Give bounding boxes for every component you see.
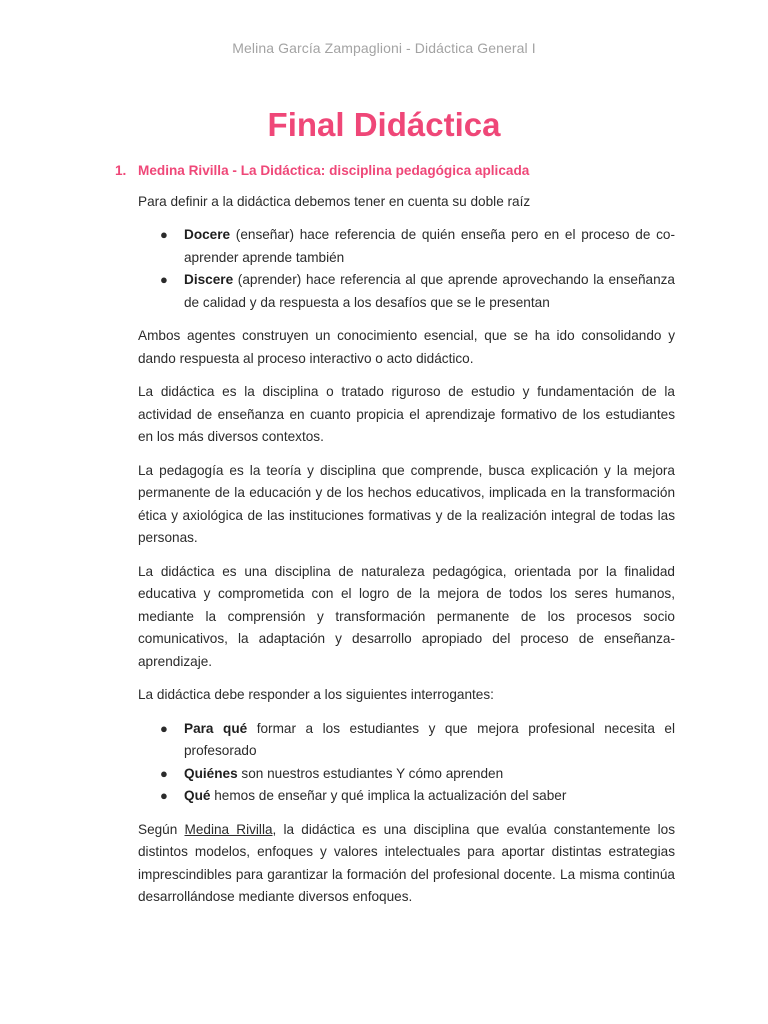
paragraph: La didáctica es una disciplina de naturaleza pedagógica, orientada por la finalidad educativa y comprometida con el logro de la mejora de todos los seres humanos, mediante la comprensión y transformación permanente de los procesos socio comunicativos, la adaptación y desarrollo apropiado del proceso de enseñanza-aprendizaje. [138,563,675,669]
questions-list [138,718,675,808]
list-item-text: (aprender) hace referencia al que aprende aprovechando la enseñanza de calidad y da respuesta a los desafíos que se le presentan [184,272,675,310]
paragraph: La pedagogía es la teoría y disciplina que comprende, busca explicación y la mejora permanente de la educación y de los hechos educativos, implicada en la transformación ética y axiológica de las instituciones formativas y de la realización integral de todas las personas. [138,462,675,545]
section-number: 1. [115,163,127,178]
intro-paragraph: Para definir a la didáctica debemos tener en cuenta su doble raíz [138,193,531,209]
paragraph: La didáctica es la disciplina o tratado riguroso de estudio y fundamentación de la actividad de enseñanza en cuanto propicia el aprendizaje formativo de los estudiantes en los más diversos contextos. [138,384,675,444]
term-quienes: Quiénes [184,765,238,781]
bullet-icon: ● [160,720,168,736]
list-item [138,763,675,786]
bullet-icon: ● [160,227,168,242]
bullet-icon: ● [160,788,168,803]
section-heading [115,160,675,183]
term-docere: Docere [184,227,231,242]
author-reference: Medina Rivilla, [184,821,277,837]
closing-paragraph [138,819,675,909]
closing-prefix: Según [138,821,185,837]
bullet-icon: ● [160,272,168,287]
list-item-text: hemos de enseñar y qué implica la actualización del saber [210,788,567,803]
term-para-que: Para qué [184,720,248,736]
list-item-text: (enseñar) hace referencia de quién enseña pero en el proceso de co-aprender aprende también [184,227,675,265]
list-item [138,785,675,808]
list-item [138,224,675,269]
list-item-text: son nuestros estudiantes Y cómo aprenden [237,765,504,781]
document-title: Final Didáctica [267,106,501,143]
list-item [138,718,675,763]
running-header: Melina García Zampaglioni - Didáctica General I [232,40,536,56]
list-item-text: formar a los estudiantes y que mejora profesional necesita el profesorado [184,720,675,758]
roots-list [138,224,675,314]
closing-text: la didáctica es una disciplina que evalúa constantemente los distintos modelos, enfoques y valores intelectuales para aportar distintas estrategias imprescindibles para garantizar la formación del profesional docente. La misma continúa desarrollándose mediante diversos enfoques. [138,821,675,904]
paragraph: La didáctica debe responder a los siguientes interrogantes: [138,687,494,702]
section-heading-text: Medina Rivilla - La Didáctica: disciplina pedagógica aplicada [138,163,530,178]
list-item [138,269,675,314]
document-body [115,160,675,920]
term-discere: Discere [184,272,234,287]
paragraph: Ambos agentes construyen un conocimiento esencial, que se ha ido consolidando y dando respuesta al proceso interactivo o acto didáctico. [138,328,675,366]
term-que: Qué [184,788,211,803]
bullet-icon: ● [160,765,168,781]
